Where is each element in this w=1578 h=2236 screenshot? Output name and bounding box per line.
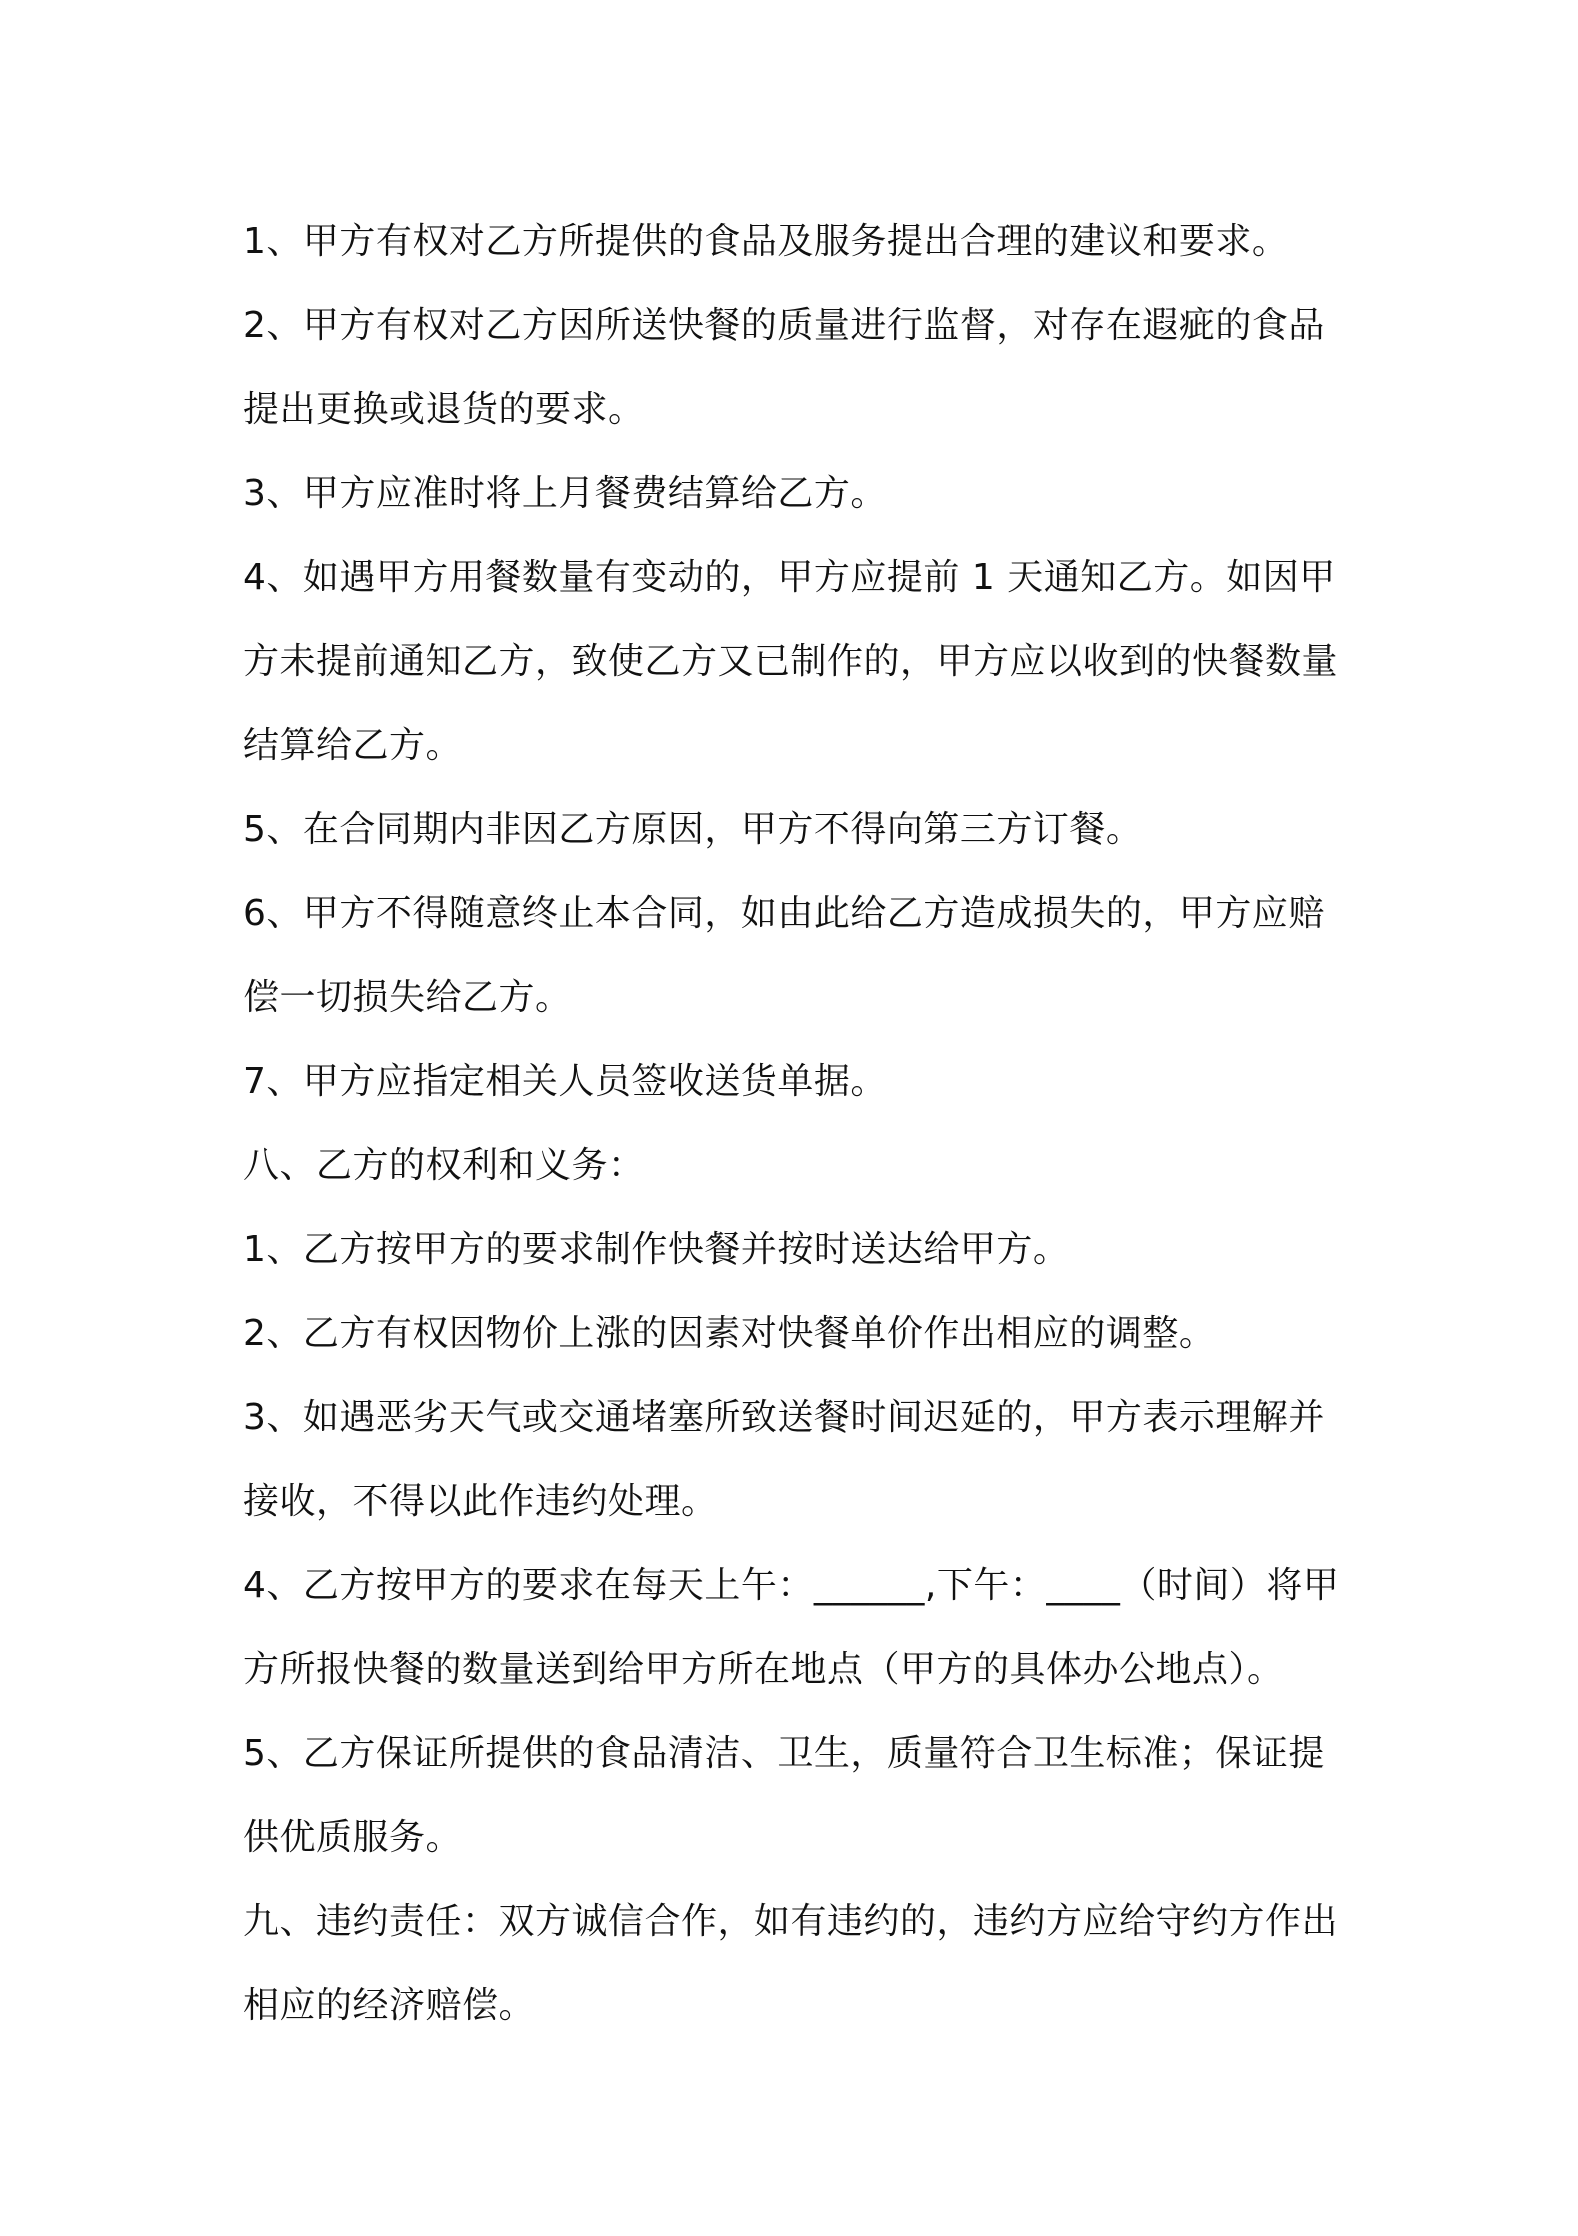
section-heading-8: 八、乙方的权利和义务： [243,1145,645,1186]
party-b-clause-2: 2、乙方有权因物价上涨的因素对快餐单价作出相应的调整。 [243,1313,1216,1354]
clause-7: 7、甲方应指定相关人员签收送货单据。 [243,1061,887,1102]
clause-1: 1、甲方有权对乙方所提供的食品及服务提出合理的建议和要求。 [243,221,1289,262]
clause-3: 3、甲方应准时将上月餐费结算给乙方。 [243,473,887,514]
party-b-clause-1: 1、乙方按甲方的要求制作快餐并按时送达给甲方。 [243,1229,1070,1270]
section-heading-9: 九、违约责任：双方诚信合作，如有违约的，违约方应给守约方作出相应的经济赔偿。 [243,1901,1339,2026]
party-b-clause-3: 3、如遇恶劣天气或交通堵塞所致送餐时间迟延的，甲方表示理解并接收，不得以此作违约处理。 [243,1397,1325,1522]
clause-2: 2、甲方有权对乙方因所送快餐的质量进行监督，对存在遐疵的食品提出更换或退货的要求。 [243,305,1325,430]
clause-5: 5、在合同期内非因乙方原因，甲方不得向第三方订餐。 [243,809,1143,850]
clause-4: 4、如遇甲方用餐数量有变动的，甲方应提前 1 天通知乙方。如因甲方未提前通知乙方，致使乙方又已制作的，甲方应以收到的快餐数量结算给乙方。 [243,557,1339,766]
clause-6: 6、甲方不得随意终止本合同，如由此给乙方造成损失的，甲方应赔偿一切损失给乙方。 [243,893,1325,1018]
document-body [243,200,1343,2048]
party-b-clause-4: 4、乙方按甲方的要求在每天上午：______,下午：____（时间）将甲方所报快餐的数量送到给甲方所在地点（甲方的具体办公地点）。 [243,1565,1340,1690]
party-b-clause-5: 5、乙方保证所提供的食品清洁、卫生，质量符合卫生标准；保证提供优质服务。 [243,1733,1325,1858]
